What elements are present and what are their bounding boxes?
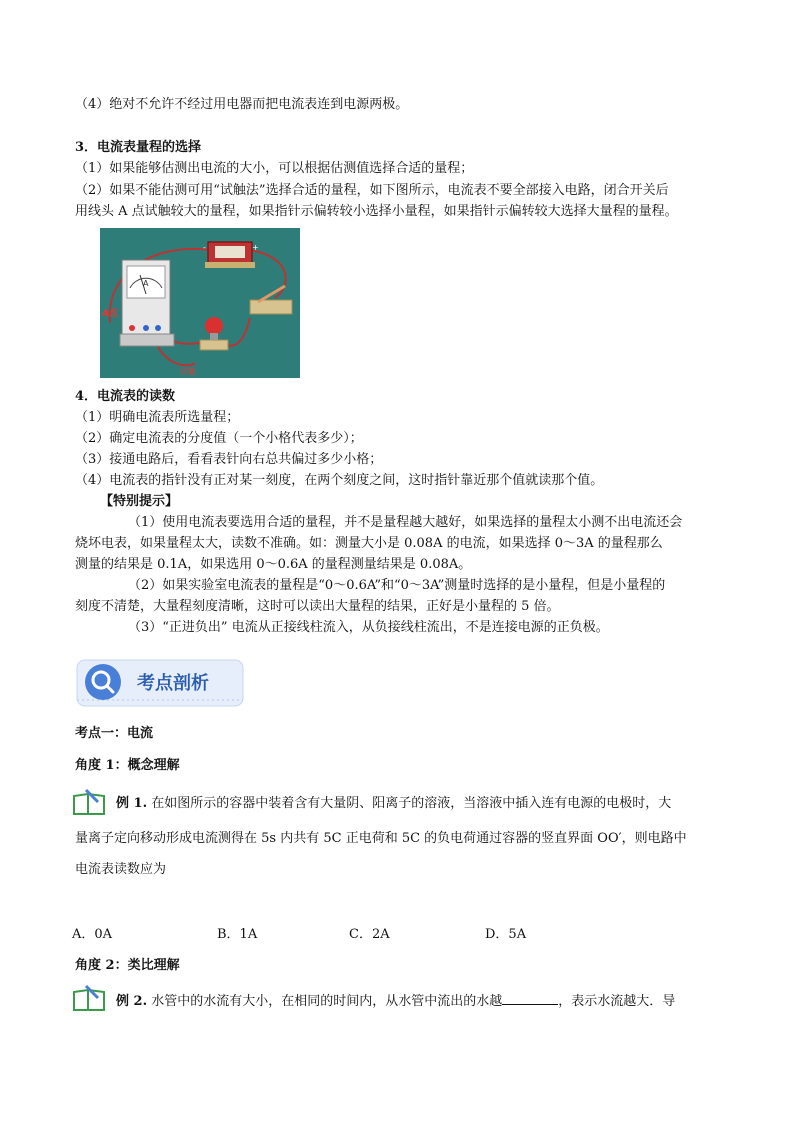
battery-plus: + bbox=[252, 243, 259, 252]
label-a-point: A点 bbox=[102, 309, 118, 319]
battery-minus: - bbox=[203, 243, 206, 252]
item-4-text: （4）绝对不允许不经过用电器而把电流表连到电源两极。 bbox=[75, 97, 409, 112]
choice-a[interactable]: A．0A bbox=[72, 927, 113, 942]
section-4-p1: （1）明确电流表所选量程； bbox=[75, 410, 240, 425]
section-4-p3: （3）接通电路后，看看表针向右总共偏过多少小格； bbox=[75, 452, 383, 467]
section-3-heading: 3．电流表量程的选择 bbox=[75, 140, 202, 155]
section-3-p1: （1）如果能够估测出电流的大小，可以根据估测值选择合适的量程； bbox=[75, 161, 474, 176]
tip-1c: 测量的结果是 0.1A，如果选用 0～0.6A 的量程测量结果是 0.08A。 bbox=[75, 557, 472, 572]
section-4-p4: （4）电流表的指针没有正对某一刻度，在两个刻度之间，这时指针靠近那个值就读那个值。 bbox=[75, 473, 604, 488]
label-try: 试触 bbox=[180, 367, 196, 376]
tip-1b: 烧坏电表，如果量程太大，读数不准确。如：测量大小是 0.08A 的电流，如果选择 0～3A 的量程那么 bbox=[75, 536, 663, 551]
angle-1-heading: 角度 1：概念理解 bbox=[75, 758, 180, 773]
tip-2a: （2）如果实验室电流表的量程是“0～0.6A”和“0～3A”测量时选择的是小量程，但是小量程的 bbox=[128, 578, 666, 593]
section-3-p2a: （2）如果不能估测可用“试触法”选择合适的量程，如下图所示，电流表不要全部接入电路，闭合开关后 bbox=[75, 183, 669, 198]
example-1-number: 例 1. bbox=[116, 796, 148, 811]
angle-2-heading: 角度 2：类比理解 bbox=[75, 958, 180, 973]
example-2-blank[interactable] bbox=[502, 990, 558, 1005]
example-1-label bbox=[116, 794, 671, 814]
example-2-line bbox=[116, 990, 675, 1012]
example-1-line2: 量离子定向移动形成电流测得在 5s 内共有 5C 正电荷和 5C 的负电荷通过容器的竖直界面 OO′，则电路中 bbox=[75, 831, 687, 846]
book-pen-icon-2 bbox=[72, 984, 106, 1012]
choice-d[interactable]: D．5A bbox=[485, 927, 527, 942]
tip-2b: 刻度不清楚，大量程刻度清晰，这时可以读出大量程的结果，正好是小量程的 5 倍。 bbox=[75, 599, 560, 614]
meter-letter: A bbox=[143, 279, 149, 288]
example-2-number: 例 2. bbox=[116, 994, 148, 1009]
tip-3: （3）“正进负出” 电流从正接线柱流入，从负接线柱流出，不是连接电源的正负极。 bbox=[128, 620, 609, 635]
section-4-p2: （2）确定电流表的分度值（一个小格代表多少）； bbox=[75, 431, 363, 446]
kaodian-banner bbox=[75, 654, 247, 712]
example-2-text-b: ，表示水流越大．导 bbox=[558, 994, 676, 1009]
choice-c[interactable]: C．2A bbox=[349, 927, 390, 942]
point-1-heading: 考点一：电流 bbox=[75, 726, 154, 741]
circuit-figure bbox=[100, 228, 300, 378]
example-1-line3: 电流表读数应为 bbox=[75, 862, 167, 877]
example-2-text-a: 水管中的水流有大小，在相同的时间内，从水管中流出的水越 bbox=[151, 994, 503, 1009]
book-pen-icon bbox=[72, 788, 106, 816]
tip-heading: 【特别提示】 bbox=[100, 494, 179, 509]
section-4-heading: 4．电流表的读数 bbox=[75, 389, 176, 404]
tip-1a: （1）使用电流表要选用合适的量程，并不是量程越大越好，如果选择的量程太小测不出电流还会 bbox=[128, 515, 683, 530]
section-3-p2b: 用线头 A 点试触较大的量程，如果指针示偏转较小选择小量程，如果指针示偏转较大选择大量程的量程。 bbox=[75, 204, 678, 219]
choice-b[interactable]: B．1A bbox=[217, 927, 258, 942]
example-1-line1: 在如图所示的容器中装着含有大量阴、阳离子的溶液，当溶液中插入连有电源的电极时，大 bbox=[151, 796, 672, 811]
banner-title: 考点剖析 bbox=[137, 673, 209, 694]
